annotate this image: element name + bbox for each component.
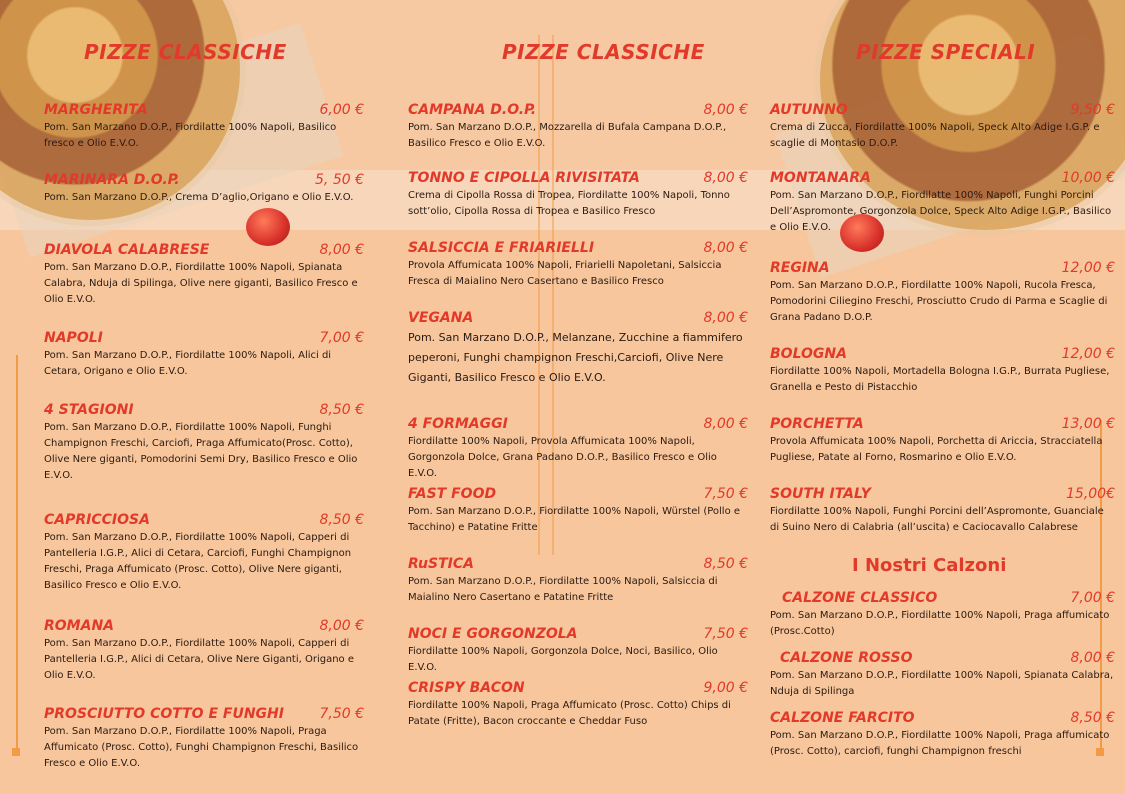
item-name: MARINARA D.O.P. bbox=[44, 172, 180, 188]
item-description: Pom. San Marzano D.O.P., Fiordilatte 100% Napoli, Basilico fresco e Olio E.V.O. bbox=[44, 122, 337, 149]
item-price: 8,00 € bbox=[703, 240, 748, 256]
item-description: Fiordilatte 100% Napoli, Praga Affumicato (Prosc. Cotto) Chips di Patate (Fritte), Bacon croccante e Cheddar Fuso bbox=[408, 700, 731, 727]
menu-item bbox=[408, 486, 748, 536]
item-description: Crema di Cipolla Rossa di Tropea, Fiordilatte 100% Napoli, Tonno sott’olio, Cipolla Rossa di Tropea e Basilico Fresco bbox=[408, 190, 730, 217]
item-price: 5, 50 € bbox=[315, 172, 364, 188]
item-description: Pom. San Marzano D.O.P., Fiordilatte 100% Napoli, Würstel (Pollo e Tacchino) e Patatine Fritte bbox=[408, 506, 741, 533]
menu-item bbox=[770, 486, 1115, 536]
item-price: 7,50 € bbox=[703, 486, 748, 502]
item-price: 15,00€ bbox=[1066, 486, 1115, 502]
item-name: 4 FORMAGGI bbox=[408, 416, 508, 432]
item-price: 8,00 € bbox=[319, 242, 364, 258]
menu-item bbox=[44, 618, 364, 684]
item-description: Pom. San Marzano D.O.P., Fiordilatte 100% Napoli, Funghi Champignon Freschi, Carciofi, Praga Affumicato(Prosc. Cotto), Olive Nere giganti, Pomodorini Semi Dry, Basilico Fresco e Olio E.V.O. bbox=[44, 422, 358, 481]
menu-item bbox=[408, 310, 748, 388]
menu-item bbox=[770, 260, 1115, 326]
item-name: CALZONE FARCITO bbox=[770, 710, 915, 726]
item-name: CAPRICCIOSA bbox=[44, 512, 150, 528]
item-description: Fiordilatte 100% Napoli, Mortadella Bologna I.G.P., Burrata Pugliese, Granella e Pesto di Pistacchio bbox=[770, 366, 1110, 393]
menu-item bbox=[408, 102, 748, 152]
item-price: 10,00 € bbox=[1061, 170, 1115, 186]
item-description: Pom. San Marzano D.O.P., Melanzane, Zucchine a fiammifero peperoni, Funghi champignon Freschi,Carciofi, Olive Nere Giganti, Basilico Fresco e Olio E.V.O. bbox=[408, 331, 743, 384]
item-description: Fiordilatte 100% Napoli, Provola Affumicata 100% Napoli, Gorgonzola Dolce, Grana Padano D.O.P., Basilico Fresco e Olio E.V.O. bbox=[408, 436, 717, 479]
calzoni-title: I Nostri Calzoni bbox=[852, 555, 1007, 576]
item-price: 8,00 € bbox=[1070, 650, 1115, 666]
item-description: Pom. San Marzano D.O.P., Fiordilatte 100% Napoli, Rucola Fresca, Pomodorini Ciliegino Freschi, Prosciutto Crudo di Parma e Scaglie di Grana Padano D.O.P. bbox=[770, 280, 1108, 323]
item-price: 6,00 € bbox=[319, 102, 364, 118]
item-description: Pom. San Marzano D.O.P., Fiordilatte 100% Napoli, Capperi di Pantelleria I.G.P., Alici di Cetara, Carciofi, Funghi Champignon Freschi, Praga Affumicato (Prosc. Cotto), Olive Nere giganti, Basilico Fresco e Olio E.V.O. bbox=[44, 532, 352, 591]
menu-item bbox=[770, 416, 1115, 466]
item-name: DIAVOLA CALABRESE bbox=[44, 242, 210, 258]
item-name: ROMANA bbox=[44, 618, 114, 634]
menu-item bbox=[408, 680, 748, 730]
item-description: Pom. San Marzano D.O.P., Fiordilatte 100% Napoli, Alici di Cetara, Origano e Olio E.V.O. bbox=[44, 350, 332, 377]
item-price: 8,50 € bbox=[319, 512, 364, 528]
item-description: Pom. San Marzano D.O.P., Fiordilatte 100% Napoli, Funghi Porcini Dell’Aspromonte, Gorgonzola Dolce, Speck Alto Adige I.G.P., Basilico e Olio E.V.O. bbox=[770, 190, 1112, 233]
item-description: Pom. San Marzano D.O.P., Fiordilatte 100% Napoli, Praga Affumicato (Prosc. Cotto), Funghi Champignon Freschi, Basilico Fresco e Olio E.V.O. bbox=[44, 726, 359, 769]
menu-item bbox=[44, 706, 364, 772]
item-name: PROSCIUTTO COTTO E FUNGHI bbox=[44, 706, 284, 722]
item-price: 8,00 € bbox=[703, 170, 748, 186]
item-name: MONTANARA bbox=[770, 170, 872, 186]
item-name: SOUTH ITALY bbox=[770, 486, 871, 502]
item-price: 8,00 € bbox=[703, 416, 748, 432]
menu-item bbox=[408, 556, 748, 606]
item-price: 12,00 € bbox=[1061, 346, 1115, 362]
item-price: 8,00 € bbox=[703, 102, 748, 118]
item-price: 9,50 € bbox=[1070, 102, 1115, 118]
item-name: 4 STAGIONI bbox=[44, 402, 134, 418]
item-description: Pom. San Marzano D.O.P., Fiordilatte 100% Napoli, Spianata Calabra, Nduja di Spilinga, Olive nere giganti, Basilico Fresco e Olio E.V.O. bbox=[44, 262, 358, 305]
item-description: Pom. San Marzano D.O.P., Fiordilatte 100% Napoli, Praga affumicato (Prosc. Cotto), carciofi, funghi Champignon freschi bbox=[770, 730, 1110, 757]
item-name: CALZONE ROSSO bbox=[780, 650, 913, 666]
item-name: RuSTICA bbox=[408, 556, 474, 572]
item-price: 8,50 € bbox=[1070, 710, 1115, 726]
item-price: 7,50 € bbox=[703, 626, 748, 642]
menu-item bbox=[44, 102, 364, 152]
menu-item bbox=[770, 346, 1115, 396]
item-name: CRISPY BACON bbox=[408, 680, 525, 696]
item-description: Provola Affumicata 100% Napoli, Porchetta di Ariccia, Stracciatella Pugliese, Patate al Forno, Rosmarino e Olio E.V.O. bbox=[770, 436, 1103, 463]
item-name: NOCI E GORGONZOLA bbox=[408, 626, 578, 642]
divider-square-left bbox=[12, 748, 20, 756]
item-name: BOLOGNA bbox=[770, 346, 847, 362]
item-description: Pom. San Marzano D.O.P., Crema D’aglio,Origano e Olio E.V.O. bbox=[44, 192, 354, 203]
calzone-item bbox=[770, 710, 1115, 760]
item-description: Pom. San Marzano D.O.P., Fiordilatte 100% Napoli, Capperi di Pantelleria I.G.P., Alici di Cetara, Olive Nere Giganti, Origano e Olio E.V.O. bbox=[44, 638, 354, 681]
item-price: 13,00 € bbox=[1061, 416, 1115, 432]
item-price: 8,00 € bbox=[319, 618, 364, 634]
item-description: Fiordilatte 100% Napoli, Gorgonzola Dolce, Noci, Basilico, Olio E.V.O. bbox=[408, 646, 718, 673]
item-description: Provola Affumicata 100% Napoli, Friarielli Napoletani, Salsiccia Fresca di Maialino Nero Casertano e Basilico Fresco bbox=[408, 260, 722, 287]
item-name: FAST FOOD bbox=[408, 486, 497, 502]
item-description: Fiordilatte 100% Napoli, Funghi Porcini dell’Aspromonte, Guanciale di Suino Nero di Calabria (all’uscita) e Caciocavallo Calabrese bbox=[770, 506, 1104, 533]
menu-column-left bbox=[44, 0, 364, 794]
item-name: NAPOLI bbox=[44, 330, 103, 346]
section-title-classiche-left: PIZZE CLASSICHE bbox=[84, 40, 287, 64]
item-name: REGINA bbox=[770, 260, 830, 276]
item-name: CALZONE CLASSICO bbox=[782, 590, 938, 606]
item-price: 8,50 € bbox=[703, 556, 748, 572]
divider-line-left bbox=[16, 355, 18, 750]
item-name: AUTUNNO bbox=[770, 102, 848, 118]
menu-column-middle bbox=[408, 0, 748, 794]
calzone-item bbox=[770, 650, 1115, 700]
calzone-item bbox=[770, 590, 1115, 640]
item-price: 7,00 € bbox=[1070, 590, 1115, 606]
item-name: VEGANA bbox=[408, 310, 474, 326]
item-description: Pom. San Marzano D.O.P., Fiordilatte 100% Napoli, Praga affumicato (Prosc.Cotto) bbox=[770, 610, 1110, 637]
menu-item bbox=[44, 330, 364, 380]
item-price: 9,00 € bbox=[703, 680, 748, 696]
section-title-classiche-middle: PIZZE CLASSICHE bbox=[502, 40, 705, 64]
item-price: 12,00 € bbox=[1061, 260, 1115, 276]
item-name: PORCHETTA bbox=[770, 416, 864, 432]
item-description: Pom. San Marzano D.O.P., Mozzarella di Bufala Campana D.O.P., Basilico Fresco e Olio E.V.O. bbox=[408, 122, 727, 149]
section-title-speciali: PIZZE SPECIALI bbox=[856, 40, 1036, 64]
item-price: 7,00 € bbox=[319, 330, 364, 346]
menu-item bbox=[44, 402, 364, 484]
menu-item bbox=[44, 172, 364, 206]
item-description: Pom. San Marzano D.O.P., Fiordilatte 100% Napoli, Salsiccia di Maialino Nero Casertano e Patatine Fritte bbox=[408, 576, 718, 603]
menu-item bbox=[770, 170, 1115, 236]
item-price: 8,00 € bbox=[703, 310, 748, 326]
item-description: Pom. San Marzano D.O.P., Fiordilatte 100% Napoli, Spianata Calabra, Nduja di Spilinga bbox=[770, 670, 1114, 697]
item-name: SALSICCIA E FRIARIELLI bbox=[408, 240, 595, 256]
item-description: Crema di Zucca, Fiordilatte 100% Napoli, Speck Alto Adige I.G.P. e scaglie di Montasio D.O.P. bbox=[770, 122, 1100, 149]
item-name: MARGHERITA bbox=[44, 102, 148, 118]
menu-item bbox=[408, 626, 748, 676]
item-name: CAMPANA D.O.P. bbox=[408, 102, 537, 118]
menu-item bbox=[770, 102, 1115, 152]
menu-item bbox=[408, 170, 748, 220]
item-price: 7,50 € bbox=[319, 706, 364, 722]
item-name: TONNO E CIPOLLA RIVISITATA bbox=[408, 170, 640, 186]
menu-item bbox=[44, 242, 364, 308]
menu-column-right bbox=[770, 0, 1115, 794]
menu-item bbox=[44, 512, 364, 594]
menu-item bbox=[408, 240, 748, 290]
menu-item bbox=[408, 416, 748, 482]
item-price: 8,50 € bbox=[319, 402, 364, 418]
